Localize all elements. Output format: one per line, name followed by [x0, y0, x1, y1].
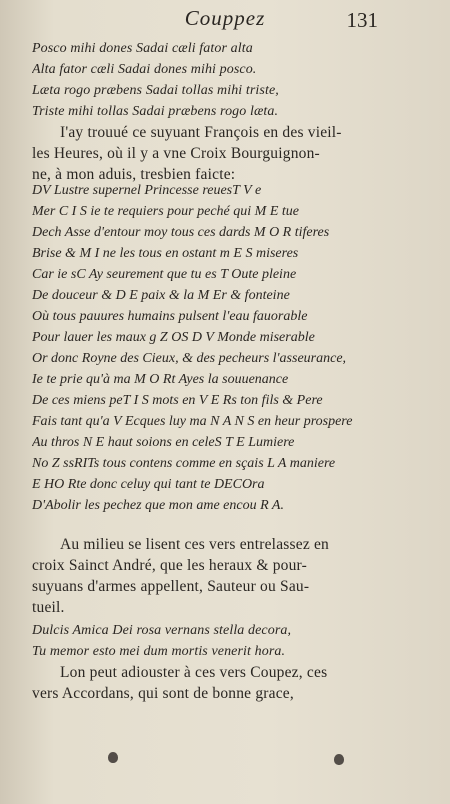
- acrostic-poem: [32, 180, 406, 516]
- verse-line: Triste mihi tollas Sadai præbens rogo læta.: [32, 104, 279, 119]
- paragraph-line: ne, à mon aduis, tresbien faicte:: [32, 166, 236, 183]
- paragraph-line: Au milieu se lisent ces vers entrelassez en: [60, 536, 329, 553]
- acrostic-line: Pour lauer les maux g Z OS D V Monde miserable: [32, 330, 315, 345]
- verse-line: Alta fator cæli Sadai dones mihi posco.: [32, 62, 257, 77]
- verse-line: Posco mihi dones Sadai cæli fator alta: [32, 41, 253, 56]
- paragraph-line: tueil.: [32, 599, 65, 616]
- verse-line: Læta rogo præbens Sadai tollas mihi triste,: [32, 83, 279, 98]
- verse-line: Dulcis Amica Dei rosa vernans stella decora,: [32, 623, 292, 638]
- running-head: Couppez: [184, 6, 266, 30]
- paragraph-line: vers Accordans, qui sont de bonne grace,: [32, 685, 294, 702]
- acrostic-line: Fais tant qu'a V Ecques luy ma N A N S en heur prospere: [32, 414, 353, 429]
- latin-verses-2: [32, 620, 406, 662]
- ink-ornament: [108, 752, 118, 763]
- acrostic-line: D'Abolir les pechez que mon ame encou R A.: [32, 498, 284, 513]
- paragraph-line: I'ay trouué ce suyuant François en des vieil-: [60, 124, 342, 141]
- acrostic-line: De douceur & D E paix & la M Er & fonteine: [32, 288, 290, 303]
- paragraph-line: Lon peut adiouster à ces vers Coupez, ces: [60, 664, 328, 681]
- middle-paragraph: [32, 534, 406, 618]
- intro-paragraph: [32, 122, 406, 185]
- paragraph-line: suyuans d'armes appellent, Sauteur ou Sau-: [32, 578, 310, 595]
- acrostic-line: DV Lustre supernel Princesse reuesT V e: [32, 183, 262, 198]
- paragraph-line: croix Sainct André, que les heraux & pour-: [32, 557, 307, 574]
- acrostic-line: Dech Asse d'entour moy tous ces dards M O R tiferes: [32, 225, 330, 240]
- latin-verses: [32, 38, 406, 122]
- acrostic-line: No Z ssRITs tous contens comme en sçais L A maniere: [32, 456, 336, 471]
- ink-ornament: [334, 754, 344, 765]
- page-number: 131: [346, 8, 378, 32]
- acrostic-line: Car ie sC Ay seurement que tu es T Oute pleine: [32, 267, 297, 282]
- page-header: [0, 6, 450, 34]
- acrostic-line: Ie te prie qu'à ma M O Rt Ayes la souuenance: [32, 372, 289, 387]
- acrostic-line: E HO Rte donc celuy qui tant te DECOra: [32, 477, 265, 492]
- acrostic-line: Au thros N E haut soions en celeS T E Lumiere: [32, 435, 295, 450]
- acrostic-line: De ces miens peT I S mots en V E Rs ton fils & Pere: [32, 393, 323, 408]
- verse-line: Tu memor esto mei dum mortis venerit hora.: [32, 644, 286, 659]
- paragraph-line: les Heures, où il y a vne Croix Bourguignon-: [32, 145, 320, 162]
- acrostic-line: Or donc Royne des Cieux, & des pecheurs l'asseurance,: [32, 351, 347, 366]
- acrostic-line: Mer C I S ie te requiers pour peché qui M E tue: [32, 204, 299, 219]
- acrostic-line: Brise & M I ne les tous en ostant m E S miseres: [32, 246, 299, 261]
- closing-paragraph: [32, 662, 406, 704]
- acrostic-line: Où tous pauures humains pulsent l'eau fauorable: [32, 309, 308, 324]
